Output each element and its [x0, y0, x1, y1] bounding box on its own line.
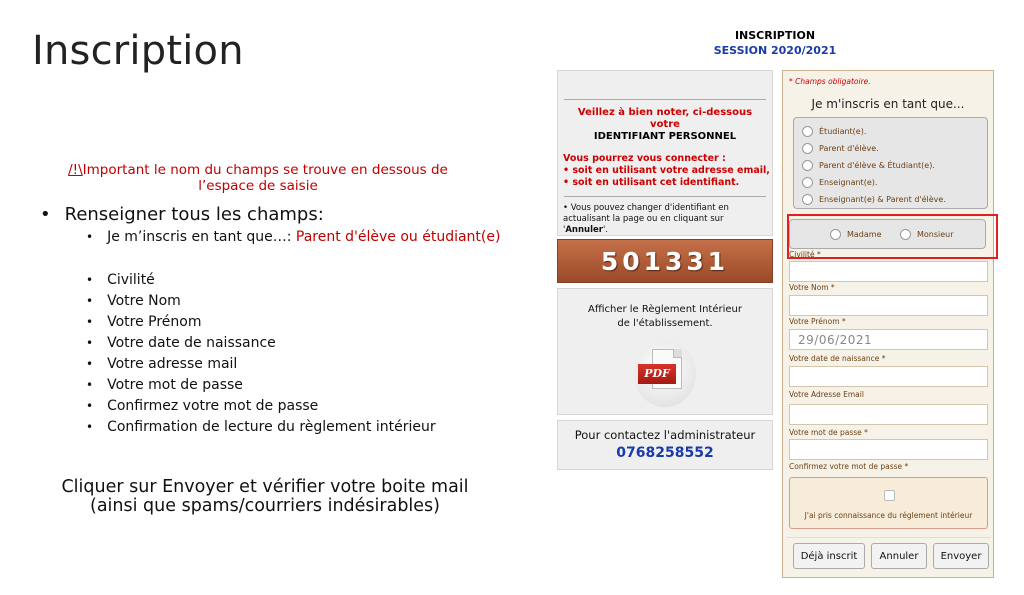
field-bullet-text: Votre adresse mail — [107, 356, 238, 372]
field-bullet: • Confirmation de lecture du règlement intérieur — [86, 419, 436, 435]
identifier-info-panel — [557, 70, 773, 236]
role-option-label: Enseignant(e). — [819, 178, 878, 187]
field-bullet-text: Votre mot de passe — [107, 377, 243, 393]
role-option-label: Enseignant(e) & Parent d'élève. — [819, 195, 946, 204]
civilite-label: Monsieur — [917, 230, 954, 239]
email-input[interactable] — [789, 404, 988, 425]
note-suffix: '. — [602, 225, 608, 235]
warning-red-text: Veillez à bien noter, ci-dessous votre — [577, 107, 753, 130]
divider — [564, 196, 766, 197]
field-bullet-text: Confirmation de lecture du règlement intérieur — [107, 419, 436, 435]
connect-title: Vous pourrez vous connecter : — [563, 153, 726, 164]
footer-note — [40, 478, 490, 516]
envoyer-button[interactable]: Envoyer — [933, 543, 989, 569]
field-bullet-text: Civilité — [107, 272, 155, 288]
consent-checkbox[interactable] — [884, 490, 895, 501]
role-option[interactable] — [802, 126, 866, 137]
radio-icon[interactable] — [802, 177, 813, 188]
note-bold: Annuler — [565, 225, 603, 235]
warning-black-text: IDENTIFIANT PERSONNEL — [593, 131, 737, 142]
identifier-warning — [562, 107, 768, 143]
birthdate-value: 29/06/2021 — [798, 333, 873, 347]
registration-form — [782, 70, 994, 578]
slide-title: Inscription — [32, 28, 244, 74]
reglement-line-2: de l'établissement. — [617, 318, 713, 329]
role-option[interactable] — [802, 160, 935, 171]
naissance-extra-input[interactable] — [789, 366, 988, 387]
field-bullet-text: Votre date de naissance — [107, 335, 276, 351]
note-prefix: • Vous pouvez changer d'identifiant en actualisant la page ou en cliquant sur ' — [563, 203, 729, 235]
connect-info — [563, 153, 770, 189]
required-note: * Champs obligatoire. — [789, 77, 871, 86]
contact-phone[interactable]: 0768258552 — [616, 445, 714, 461]
warning-mark: /!\ — [68, 162, 83, 178]
annuler-button[interactable]: Annuler — [871, 543, 927, 569]
password-label: Votre mot de passe * — [789, 428, 868, 437]
role-bullet-value: Parent d'élève ou étudiant(e) — [295, 229, 501, 245]
main-bullet-text: Renseigner tous les champs: — [64, 204, 324, 225]
reglement-panel[interactable] — [557, 288, 773, 415]
identifier-value: 501331 — [600, 246, 730, 276]
password-input[interactable] — [789, 439, 988, 460]
role-bullet-prefix: Je m’inscris en tant que…: — [107, 229, 292, 245]
field-bullet-text: Confirmez votre mot de passe — [107, 398, 319, 414]
reglement-link-text[interactable] — [558, 303, 772, 331]
contact-label: Pour contactez l'administrateur — [574, 428, 756, 442]
birthdate-label: Votre date de naissance * — [789, 354, 886, 363]
prenom-input[interactable] — [789, 295, 988, 316]
role-option-label: Étudiant(e). — [819, 127, 867, 136]
role-option[interactable] — [802, 177, 877, 188]
footer-line-1: Cliquer sur Envoyer et vérifier votre boite mail — [61, 477, 469, 497]
main-bullet-list — [40, 204, 540, 225]
field-bullet: • Confirmez votre mot de passe — [86, 398, 319, 414]
change-id-note — [563, 203, 768, 236]
field-bullet: • Votre mot de passe — [86, 377, 243, 393]
role-option[interactable] — [802, 194, 946, 205]
main-bullet: • Renseigner tous les champs: — [40, 204, 324, 225]
form-header — [700, 28, 850, 58]
confirm-password-label: Confirmez votre mot de passe * — [789, 462, 909, 471]
field-bullet: • Votre Nom — [86, 293, 181, 309]
role-radio-group — [793, 117, 988, 209]
field-bullet: • Votre date de naissance — [86, 335, 276, 351]
radio-icon[interactable] — [802, 126, 813, 137]
role-title: Je m'inscris en tant que... — [811, 97, 965, 111]
form-actions — [787, 537, 991, 573]
divider — [564, 99, 766, 100]
session-label: SESSION 2020/2021 — [713, 44, 837, 57]
field-bullet: • Civilité — [86, 272, 155, 288]
field-bullet: • Votre adresse mail — [86, 356, 238, 372]
civilite-highlight-box — [787, 214, 998, 259]
important-text: Important le nom du champs se trouve en dessous de l’espace de saisie — [82, 162, 448, 194]
connect-option-email: • soit en utilisant votre adresse email, — [563, 165, 770, 176]
contact-panel — [557, 420, 773, 470]
nom-input[interactable] — [789, 261, 988, 282]
radio-icon[interactable] — [802, 143, 813, 154]
pdf-icon[interactable] — [634, 341, 696, 407]
role-option[interactable] — [802, 143, 879, 154]
footer-line-2: (ainsi que spams/courriers indésirables) — [90, 496, 440, 516]
important-note — [48, 162, 468, 194]
radio-icon[interactable] — [802, 194, 813, 205]
consent-text: J'ai pris connaissance du réglement intérieur — [804, 511, 973, 520]
field-bullet-text: Votre Prénom — [107, 314, 202, 330]
role-option-label: Parent d'élève. — [819, 144, 879, 153]
civilite-label: Madame — [847, 230, 882, 239]
email-label: Votre Adresse Email — [789, 390, 864, 399]
prenom-label: Votre Prénom * — [789, 317, 846, 326]
reglement-consent — [789, 477, 988, 529]
pdf-label: PDF — [638, 364, 676, 384]
radio-icon[interactable] — [802, 160, 813, 171]
deja-inscrit-button[interactable]: Déjà inscrit — [793, 543, 865, 569]
form-title: INSCRIPTION — [734, 29, 816, 42]
birthdate-input[interactable] — [789, 329, 988, 350]
reglement-line-1: Afficher le Règlement Intérieur — [587, 304, 742, 315]
nom-label: Votre Nom * — [789, 283, 835, 292]
civilite-label: Civilité * — [789, 250, 821, 259]
role-option-label: Parent d'élève & Étudiant(e). — [819, 161, 935, 170]
connect-option-id: • soit en utilisant cet identifiant. — [563, 177, 740, 188]
role-bullet: • Je m’inscris en tant que…: Parent d'élève ou étudiant(e) — [86, 229, 501, 245]
field-bullet-text: Votre Nom — [107, 293, 181, 309]
field-bullet: • Votre Prénom — [86, 314, 202, 330]
personal-identifier — [557, 239, 773, 283]
